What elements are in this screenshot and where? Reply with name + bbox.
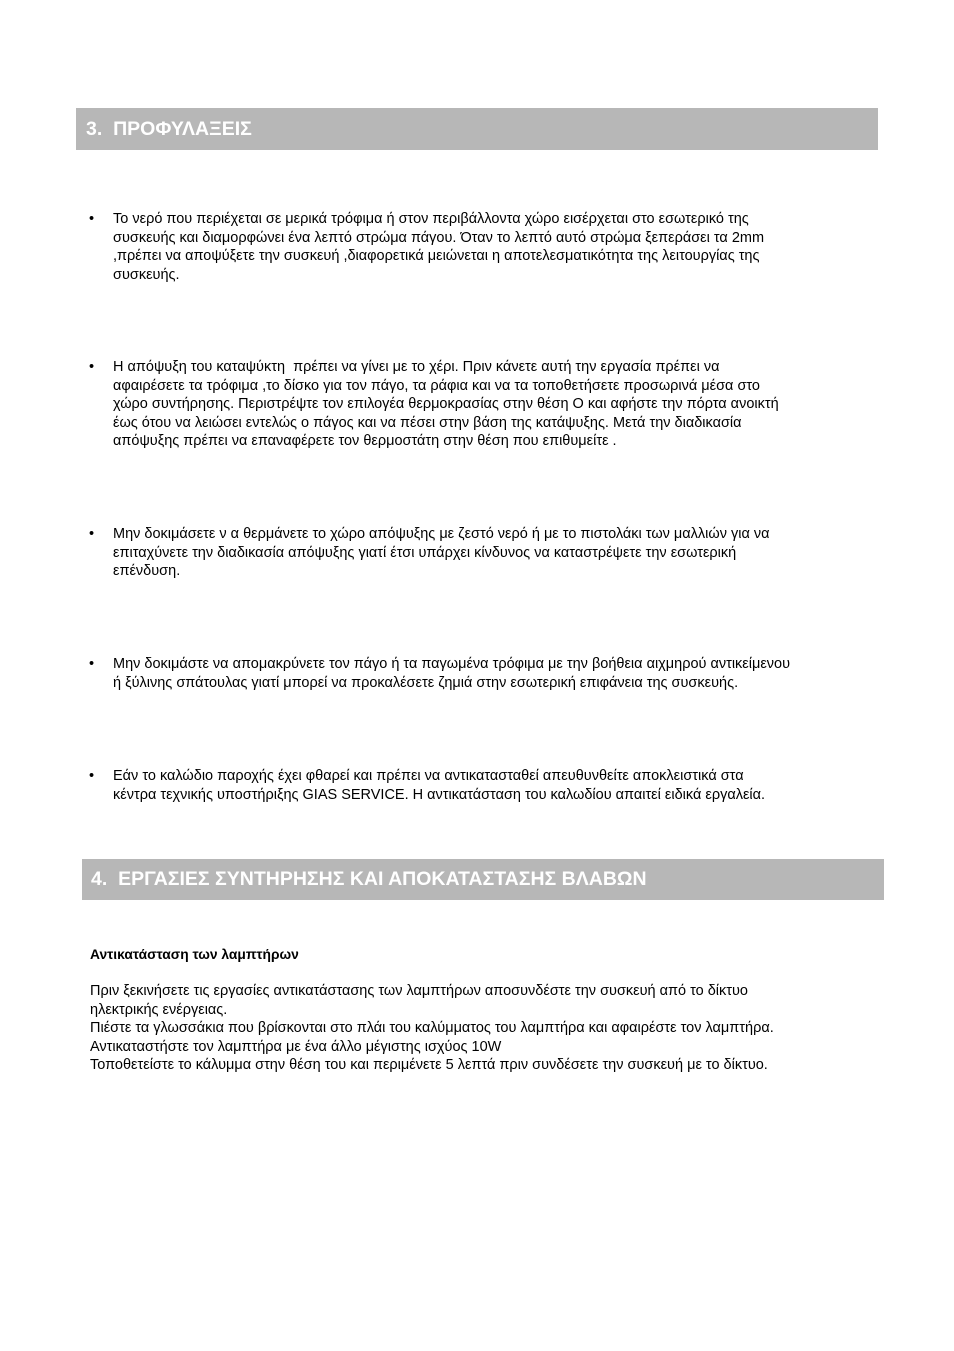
text-line: Πριν ξεκινήσετε τις εργασίες αντικατάστασης των λαμπτήρων αποσυνδέστε την συσκευή από το δίκτυο: [90, 983, 748, 999]
bullet-icon: •: [89, 656, 95, 672]
text-line: ,πρέπει να αποψύξετε την συσκευή ,διαφορετικά μειώνεται η αποτελεσματικότητα της λειτουργίας της: [113, 248, 760, 265]
text-line: έως ότου να λειώσει εντελώς ο πάγος και να πέσει στην βάση της κατάψυξης. Μετά την διαδικασία: [113, 414, 742, 431]
text-line: απόψυξης πρέπει να επαναφέρετε τον θερμοστάτη στην θέση που επιθυμείτε .: [113, 433, 617, 450]
bullet-icon: •: [89, 359, 95, 375]
section-4-title: 4. ΕΡΓΑΣΙΕΣ ΣΥΝΤΗΡΗΣΗΣ ΚΑΙ ΑΠΟΚΑΤΑΣΤΑΣΗΣ ΒΛΑΒΩΝ: [91, 868, 647, 890]
bullet-icon: •: [89, 768, 95, 784]
text-line: Μην δοκιμάσετε ν α θερμάνετε το χώρο απόψυξης με ζεστό νερό ή με το πιστολάκι των μαλλιών για να: [113, 526, 770, 542]
text-line: συσκευής και διαμορφώνει ένα λεπτό στρώμα πάγου. Όταν το λεπτό αυτό στρώμα ξεπεράσει τα 2mm: [113, 229, 765, 246]
text-line: αφαιρέσετε τα τρόφιμα ,το δίσκο για τον πάγο, τα ράφια και να τα τοποθετήσετε προσωρινά μέσα στο: [113, 377, 760, 394]
text-line: Εάν το καλώδιο παροχής έχει φθαρεί και πρέπει να αντικατασταθεί απευθυνθείτε αποκλειστικά στα: [113, 768, 744, 784]
bullet-text: [113, 525, 770, 581]
bullet-text: [113, 767, 765, 804]
bullet-text: [113, 210, 764, 284]
text-line: χώρο συντήρησης. Περιστρέψτε τον επιλογέα θερμοκρασίας στην θέση Ο και αφήστε την πόρτα ανοικτή: [113, 396, 779, 413]
text-line: ηλεκτρικής ενέργειας.: [90, 1001, 228, 1018]
text-line: Πιέστε τα γλωσσάκια που βρίσκονται στο πλάι του καλύμματος του λαμπτήρα και αφαιρέστε τον λαμπτήρα.: [90, 1020, 774, 1037]
text-line: συσκευής.: [113, 266, 180, 283]
section-4-header-bar: [82, 859, 884, 900]
bullet-text: [113, 358, 779, 451]
text-line: Η απόψυξη του καταψύκτη πρέπει να γίνει με το χέρι. Πριν κάνετε αυτή την εργασία πρέπει να: [113, 359, 720, 375]
text-line: Μην δοκιμάστε να απομακρύνετε τον πάγο ή τα παγωμένα τρόφιμα με την βοήθεια αιχμηρού αντικείμενου: [113, 656, 791, 672]
bullet-icon: •: [89, 211, 95, 227]
text-line: επένδυση.: [113, 563, 181, 580]
text-line: Αντικαταστήστε τον λαμπτήρα με ένα άλλο μέγιστης ισχύος 10W: [90, 1038, 502, 1055]
bullet-text: [113, 655, 790, 692]
bullet-icon: •: [89, 526, 95, 542]
lamp-replacement-instructions: [90, 982, 774, 1075]
text-line: Τοποθετείστε το κάλυμμα στην θέση του και περιμένετε 5 λεπτά πριν συνδέσετε την συσκευή με το δίκτυο.: [90, 1057, 768, 1074]
text-line: ή ξύλινης σπάτουλας γιατί μπορεί να προκαλέσετε ζημιά στην εσωτερική επιφάνεια της συσκευής.: [113, 674, 739, 691]
lamp-replacement-subheading: Αντικατάσταση των λαμπτήρων: [90, 947, 299, 962]
text-line: επιταχύνετε την διαδικασία απόψυξης γιατί έτσι υπάρχει κίνδυνος να καταστρέψετε την εσωτερική: [113, 544, 737, 561]
text-line: κέντρα τεχνικής υποστήριξης GIAS SERVICE. Η αντικατάσταση του καλωδίου απαιτεί ειδικά εργαλεία.: [113, 786, 766, 803]
section-3-header-bar: [76, 108, 878, 150]
text-line: Το νερό που περιέχεται σε μερικά τρόφιμα ή στον περιβάλλοντα χώρο εισέρχεται στο εσωτερικό της: [113, 211, 749, 227]
section-3-title: 3. ΠΡΟΦΥΛΑΞΕΙΣ: [86, 118, 252, 140]
